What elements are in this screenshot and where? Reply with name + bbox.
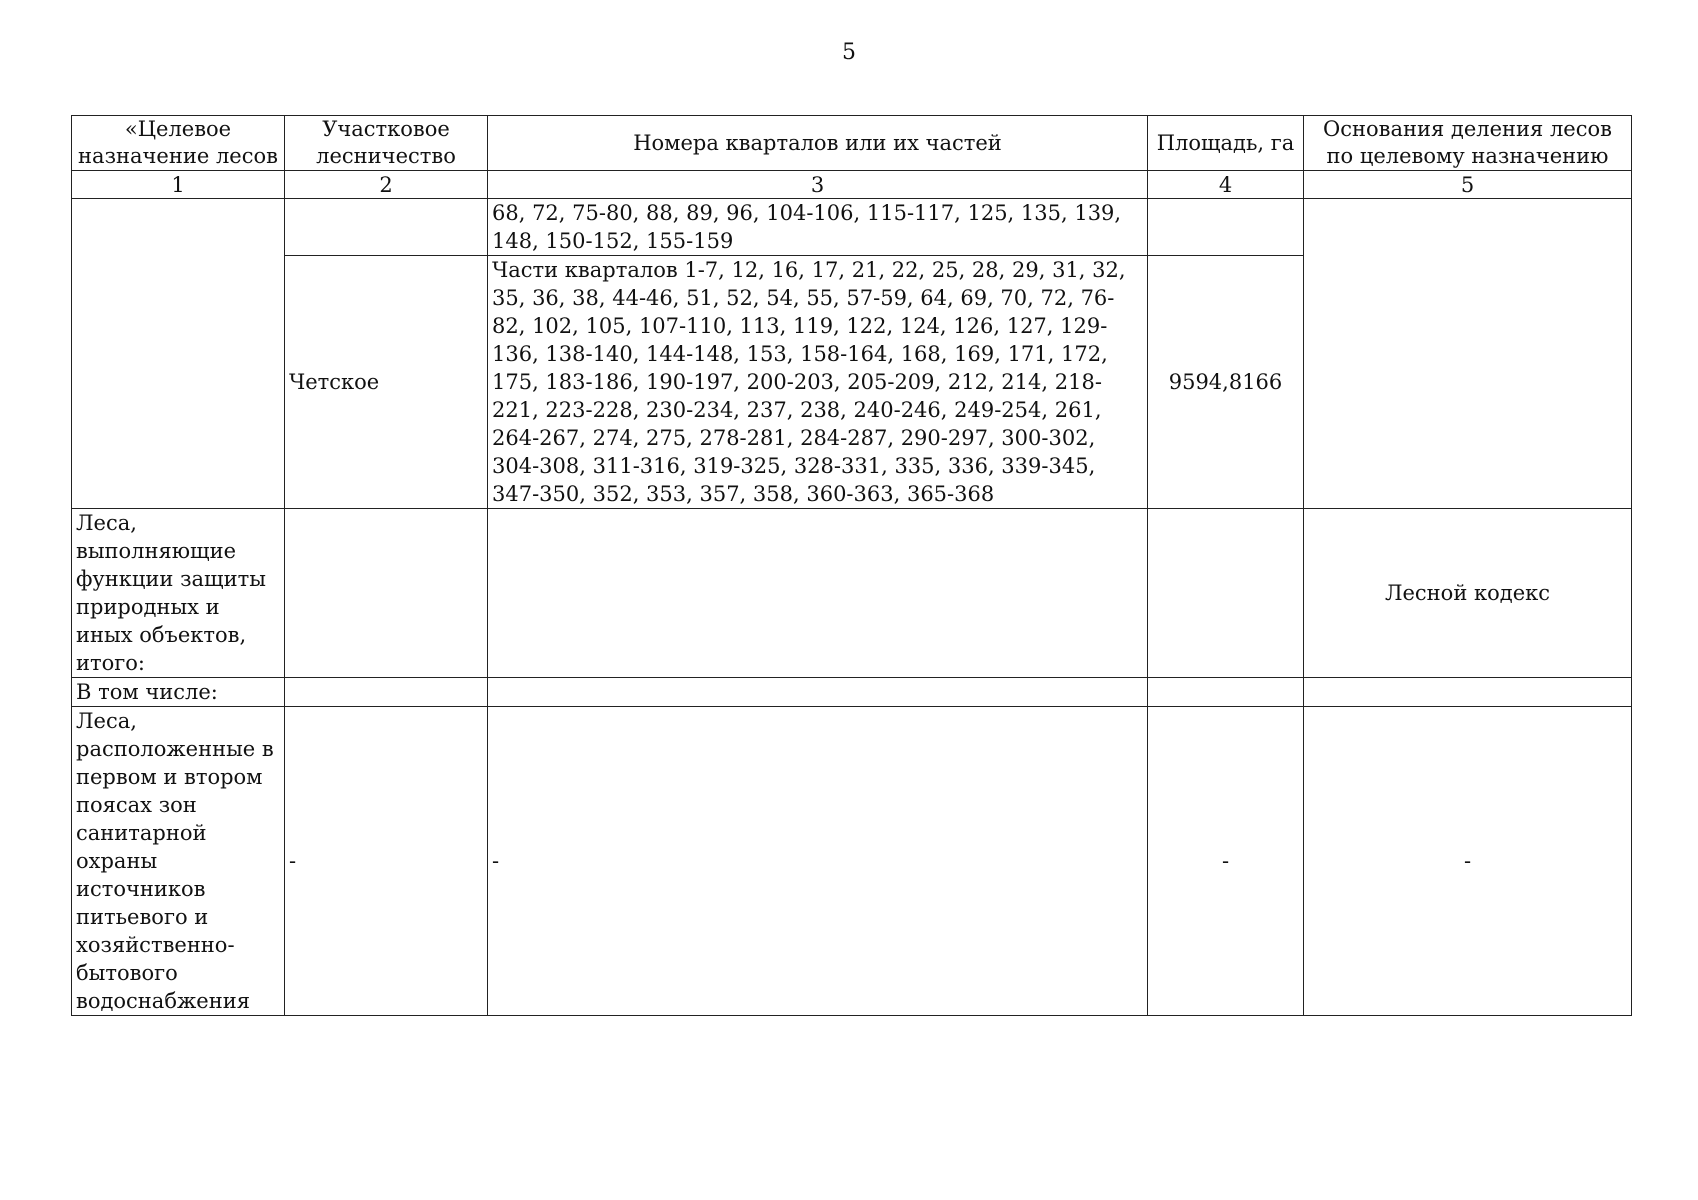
area-cell: 9594,8166 [1148, 256, 1304, 509]
column-number: 1 [72, 171, 285, 199]
quarters-cell [488, 509, 1148, 678]
district-cell [285, 199, 488, 256]
purpose-cell [72, 199, 285, 509]
column-number: 5 [1304, 171, 1632, 199]
column-number: 4 [1148, 171, 1304, 199]
area-cell [1148, 199, 1304, 256]
quarters-cell: - [488, 707, 1148, 1016]
table-row [72, 509, 1632, 678]
header-purpose: «Целевое назначение лесов [72, 116, 285, 171]
page-number: 5 [842, 40, 856, 65]
table-header-row [72, 116, 1632, 171]
area-cell [1148, 678, 1304, 707]
basis-cell [1304, 678, 1632, 707]
district-cell [285, 678, 488, 707]
header-basis: Основания деления лесов по целевому назначению [1304, 116, 1632, 171]
quarters-cell: 68, 72, 75-80, 88, 89, 96, 104-106, 115-117, 125, 135, 139, 148, 150-152, 155-159 [488, 199, 1148, 256]
purpose-cell: Леса, выполняющие функции защиты природных и иных объектов, итого: [72, 509, 285, 678]
area-cell: - [1148, 707, 1304, 1016]
basis-cell: Лесной кодекс [1304, 509, 1632, 678]
table-row [72, 199, 1632, 256]
district-cell [285, 509, 488, 678]
forest-purpose-table [71, 115, 1632, 1016]
column-number: 2 [285, 171, 488, 199]
district-cell: Четское [285, 256, 488, 509]
purpose-cell: Леса, расположенные в первом и втором поясах зон санитарной охраны источников питьевого и хозяйственно-бытового водоснабжения [72, 707, 285, 1016]
header-area: Площадь, га [1148, 116, 1304, 171]
purpose-cell: В том числе: [72, 678, 285, 707]
table-row [72, 678, 1632, 707]
area-cell [1148, 509, 1304, 678]
column-number-row [72, 171, 1632, 199]
table-row [72, 707, 1632, 1016]
column-number: 3 [488, 171, 1148, 199]
header-district: Участковое лесничество [285, 116, 488, 171]
quarters-cell: Части кварталов 1-7, 12, 16, 17, 21, 22, 25, 28, 29, 31, 32, 35, 36, 38, 44-46, 51, 52, 54, 55, 57-59, 64, 69, 70, 72, 76-82, 102, 105, 107-110, 113, 119, 122, 124, 126, 127, 129-136, 138-140, 144-148, 153, 158-164, 168, 169, 171, 172, 175, 183-186, 190-197, 200-203, 205-209, 212, 214, 218-221, 223-228, 230-234, 237, 238, 240-246, 249-254, 261, 264-267, 274, 275, 278-281, 284-287, 290-297, 300-302, 304-308, 311-316, 319-325, 328-331, 335, 336, 339-345, 347-350, 352, 353, 357, 358, 360-363, 365-368 [488, 256, 1148, 509]
basis-cell: - [1304, 707, 1632, 1016]
header-quarters: Номера кварталов или их частей [488, 116, 1148, 171]
basis-cell [1304, 199, 1632, 509]
quarters-cell [488, 678, 1148, 707]
district-cell: - [285, 707, 488, 1016]
